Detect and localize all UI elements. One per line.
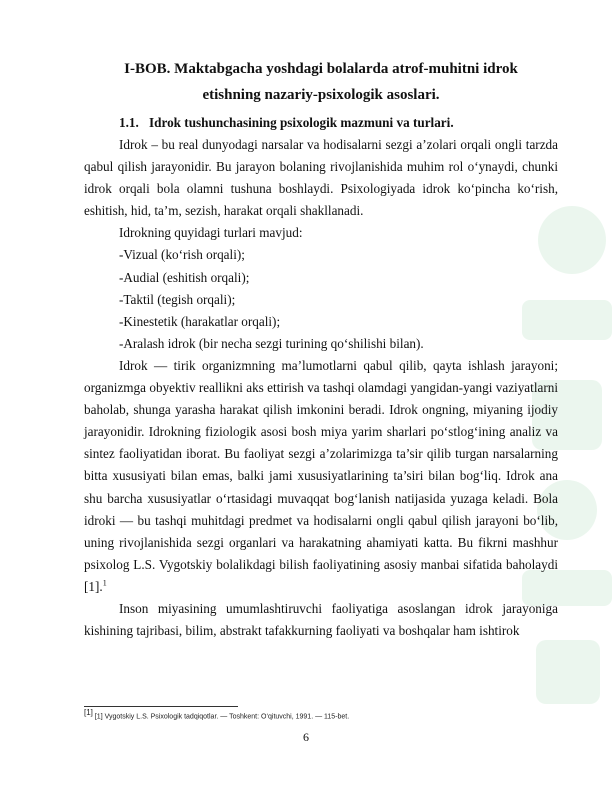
list-item-tactile: -Taktil (tegish orqali); <box>119 291 236 307</box>
chapter-title-line-2: etishning nazariy-psixologik asoslari. <box>202 87 440 103</box>
chapter-title-line-1: I-BOB. Maktabgacha yoshdagi bolalarda atrof-muhitni idrok <box>124 61 518 77</box>
paragraph-physiology-text: Idrok — tirik organizmning ma’lumotlarni qabul qilib, qayta ishlash jarayoni; organizmga obyektiv reallikni aks ettirish va tashqi olamdagi yangidan-yangi vaziyatlarni baholab, shunga yarasha harakat qilish imkonini beradi. Idrok ongning, miyaning ijodiy jarayonidir. Idrokning fiziologik asosi bosh miya yarim sharlari po‘stlog‘ining analiz va sintez faoliyatidan iborat. Bu faoliyat sezgi a’zolarimizga ta’sir qilib turgan narsalarning bitta xususiyati bilan emas, balki jami xususiyatlarining ta’siri bilan bog‘liq. Idrok ana shu barcha xususiyatlar o‘rtasidagi muvaqqat bog‘lanish natijasida yuzaga keladi. Bola idroki — bu tashqi muhitdagi predmet va hodisalarni ongli qabul qilish jarayoni bo‘lib, uning rivojlanishida sezgi organlari va harakatning ahamiyati katta. Bu fikrni mashhur psixolog L.S. Vygotskiy bolalikdagi bilish faoliyatining asosiy manbai sifatida baholaydi [1]. <box>84 357 558 594</box>
page-number: 6 <box>303 730 309 744</box>
paragraph-definition: Idrok – bu real dunyodagi narsalar va hodisalarni sezgi a’zolari orqali ongli tarzda qabul qilish jarayonidir. Bu jarayon bolaning rivojlanishida muhim rol o‘ynaydi, chunki idrok orqali bola olamni tushuna boshlaydi. Psixologiyada idrok ko‘pincha ko‘rish, eshitish, hid, ta’m, sezish, harakat orqali shakllanadi. <box>84 137 558 219</box>
section-heading <box>84 112 558 134</box>
page-content <box>84 56 558 642</box>
footnote-divider <box>84 706 238 707</box>
paragraph-physiology <box>84 355 558 598</box>
footnote-reference[interactable]: 1 <box>102 578 107 588</box>
paragraph-types-intro: Idrokning quyidagi turlari mavjud: <box>119 225 303 241</box>
paragraph-generalization: Inson miyasining umumlashtiruvchi faoliyatiga asoslangan idrok jarayoniga kishining tajribasi, bilim, abstrakt tafakkurning faoliyati va boshqalar ham ishtirok <box>84 600 558 639</box>
footnote-text: [1] Vygotskiy L.S. Psixologik tadqiqotlar. — Toshkent: O‘qituvchi, 1991. — 115-bet. <box>94 713 350 721</box>
list-item-mixed: -Aralash idrok (bir necha sezgi turining qo‘shilishi bilan). <box>119 335 424 351</box>
section-title: Idrok tushunchasining psixologik mazmuni va turlari. <box>149 115 454 130</box>
list-item-kinesthetic: -Kinestetik (harakatlar orqali); <box>119 313 281 329</box>
list-item-visual: -Vizual (ko‘rish orqali); <box>119 247 245 263</box>
section-number: 1.1. <box>119 115 139 130</box>
list-item-audial: -Audial (eshitish orqali); <box>119 269 250 285</box>
footnote <box>84 708 558 721</box>
chapter-title <box>84 56 558 108</box>
footnote-marker: [1] <box>84 708 93 717</box>
